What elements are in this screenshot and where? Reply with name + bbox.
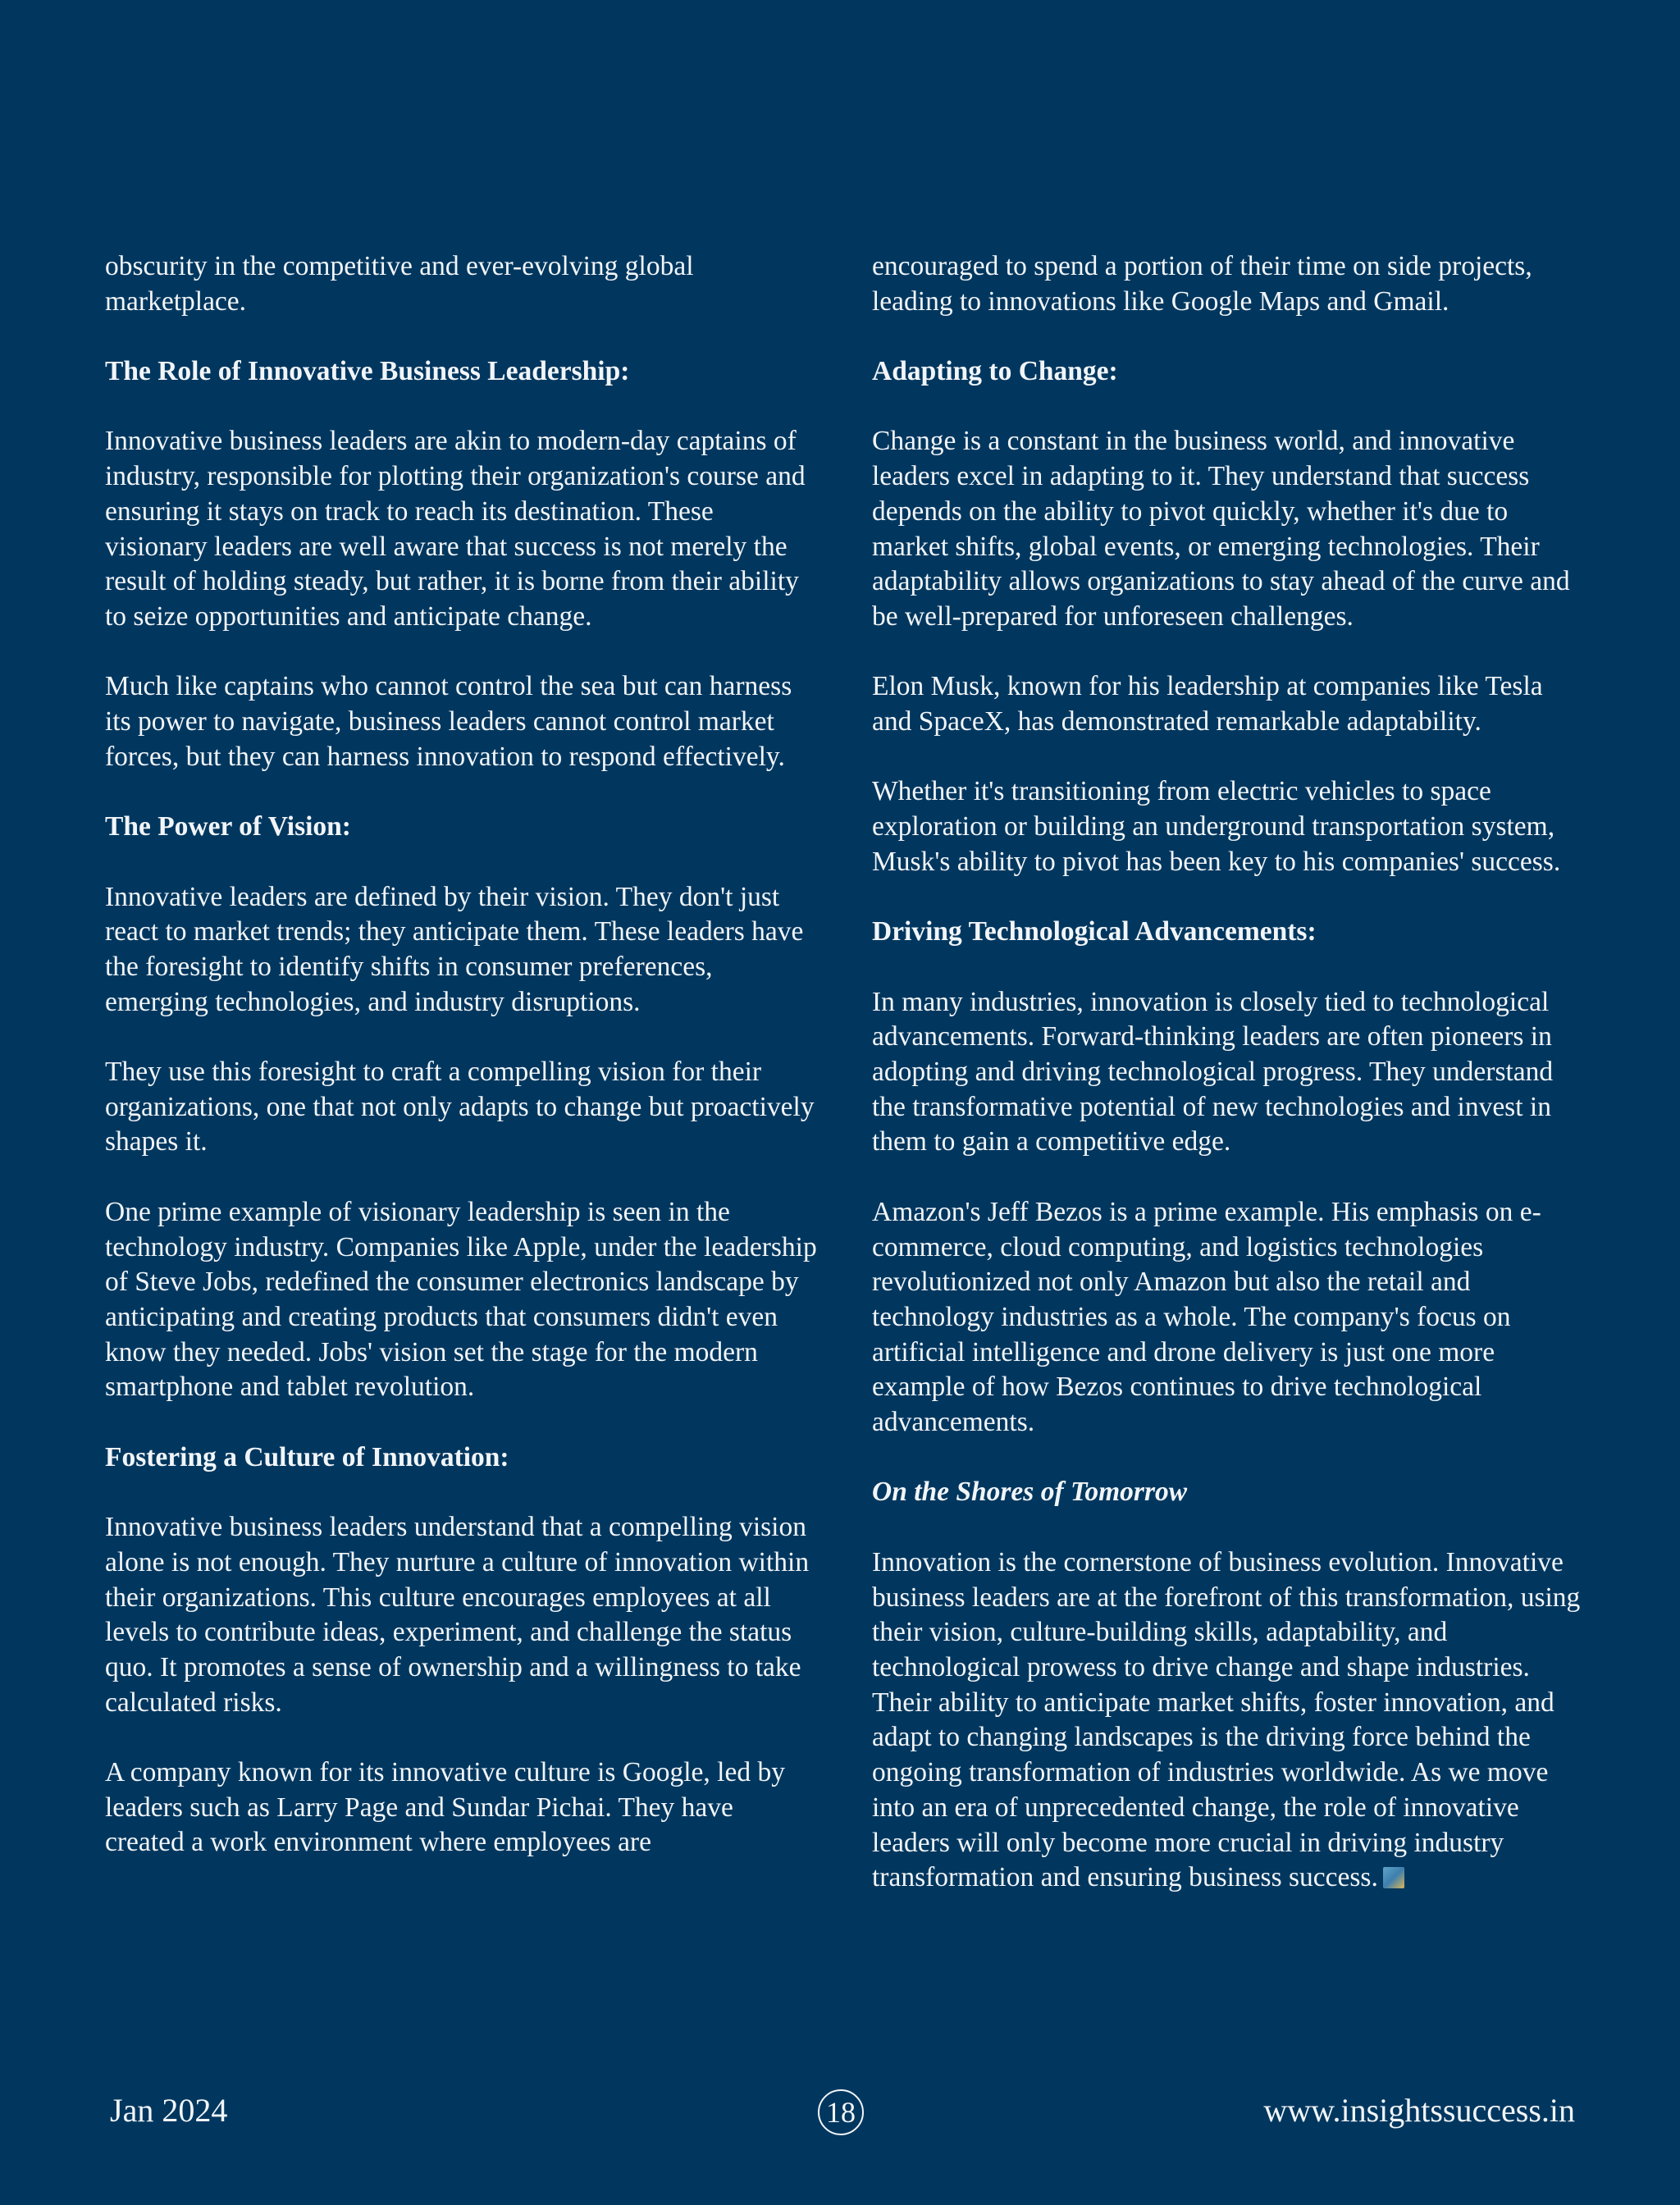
heading-power-of-vision: The Power of Vision:	[105, 811, 351, 842]
heading-adapting-to-change: Adapting to Change:	[872, 356, 1118, 387]
left-paragraph-6: One prime example of visionary leadership is seen in the technology industry. Companies like Apple, under the leadership of Steve Jobs, redefined the consumer electronics landscape by anticipating and creating products that consumers didn't even know they needed. Jobs' vision set the stage for the modern smartphone and tablet revolution.	[105, 1196, 817, 1403]
left-paragraph-3: Much like captains who cannot control the sea but can harness its power to navigate, business leaders cannot control market forces, but they can harness innovation to respond effectively.	[105, 671, 792, 772]
page-number: 18	[818, 2089, 864, 2135]
footer-website: www.insightssuccess.in	[1263, 2092, 1575, 2129]
heading-technological-advancements: Driving Technological Advancements:	[872, 916, 1317, 947]
left-paragraph-8: A company known for its innovative culture is Google, led by leaders such as Larry Page and Sundar Pichai. They have created a work environment where employees are	[105, 1757, 785, 1858]
left-paragraph-4: Innovative leaders are defined by their vision. They don't just react to market trends; they anticipate them. These leaders have the foresight to identify shifts in consumer preferences, emerging technologies, and industry disruptions.	[105, 881, 804, 1017]
right-paragraph-3: Elon Musk, known for his leadership at companies like Tesla and SpaceX, has demonstrated remarkable adaptability.	[872, 671, 1543, 737]
right-column	[872, 249, 1586, 1896]
left-column	[105, 249, 819, 1860]
right-paragraph-2: Change is a constant in the business world, and innovative leaders excel in adapting to it. They understand that success depends on the ability to pivot quickly, whether it's due to market shifts, global events, or emerging technologies. Their adaptability allows organizations to stay ahead of the curve and be well-prepared for unforeseen challenges.	[872, 426, 1570, 632]
right-paragraph-6: Amazon's Jeff Bezos is a prime example. His emphasis on e-commerce, cloud computing, and logistics technologies revolutionized not only Amazon but also the retail and technology industries as a whole. The company's focus on artificial intelligence and drone delivery is just one more example of how Bezos continues to drive technological advancements.	[872, 1196, 1541, 1438]
right-paragraph-7-text: Innovation is the cornerstone of business evolution. Innovative business leaders are at the forefront of this transformation, using their vision, culture-building skills, adaptability, and technological prowess to drive change and shape industries. Their ability to anticipate market shifts, foster innovation, and adapt to changing landscapes is the driving force behind the ongoing transformation of industries worldwide. As we move into an era of unprecedented change, the role of innovative leaders will only become more crucial in driving industry transformation and ensuring business success.	[872, 1546, 1581, 1893]
heading-culture-of-innovation: Fostering a Culture of Innovation:	[105, 1441, 509, 1472]
left-paragraph-5: They use this foresight to craft a compelling vision for their organizations, one that not only adapts to change but proactively shapes it.	[105, 1057, 815, 1157]
right-paragraph-1: encouraged to spend a portion of their time on side projects, leading to innovations like Google Maps and Gmail.	[872, 251, 1532, 317]
left-paragraph-2: Innovative business leaders are akin to modern-day captains of industry, responsible for plotting their organization's course and ensuring it stays on track to reach its destination. These visionary leaders are well aware that success is not merely the result of holding steady, but rather, it is borne from their ability to seize opportunities and anticipate change.	[105, 426, 806, 632]
end-of-article-icon	[1383, 1867, 1404, 1888]
heading-role-of-leadership: The Role of Innovative Business Leadership:	[105, 356, 630, 387]
left-paragraph-7: Innovative business leaders understand that a compelling vision alone is not enough. They nurture a culture of innovation within their organizations. This culture encourages employees at all levels to contribute ideas, experiment, and challenge the status quo. It promotes a sense of ownership and a willingness to take calculated risks.	[105, 1512, 810, 1718]
right-paragraph-7	[872, 1545, 1586, 1896]
right-paragraph-4: Whether it's transitioning from electric vehicles to space exploration or building an underground transportation system, Musk's ability to pivot has been key to his companies' success.	[872, 776, 1561, 877]
left-paragraph-1: obscurity in the competitive and ever-evolving global marketplace.	[105, 251, 694, 317]
footer-date: Jan 2024	[110, 2092, 228, 2129]
heading-shores-of-tomorrow: On the Shores of Tomorrow	[872, 1477, 1188, 1508]
right-paragraph-5: In many industries, innovation is closely tied to technological advancements. Forward-thinking leaders are often pioneers in adopting and driving technological progress. They understand the transformative potential of new technologies and invest in them to gain a competitive edge.	[872, 986, 1554, 1157]
